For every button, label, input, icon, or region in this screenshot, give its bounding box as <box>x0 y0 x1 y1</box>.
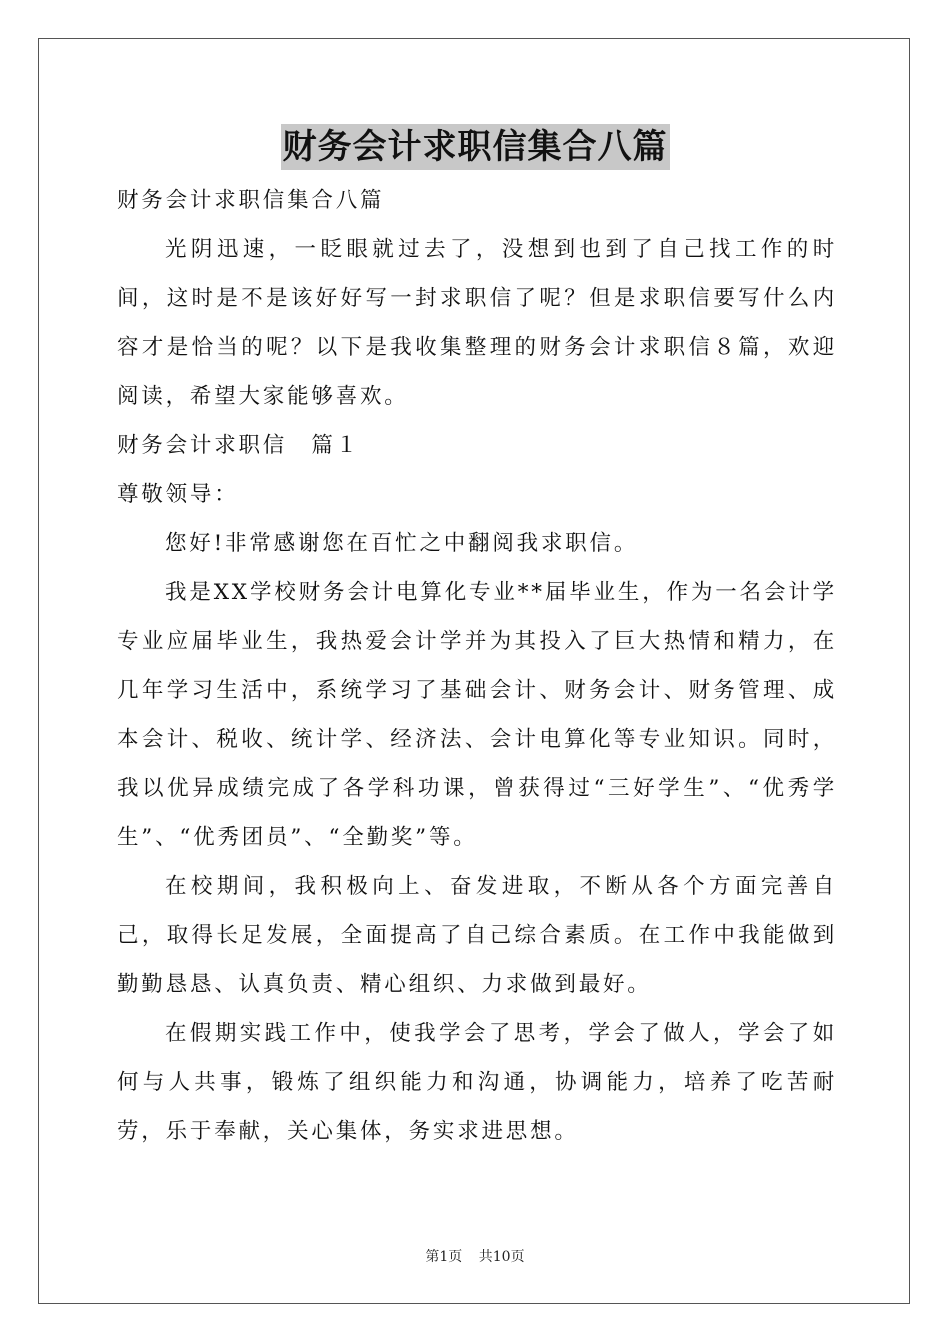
paragraph-2: 财务会计求职信 篇１ <box>117 433 361 458</box>
title-wrap <box>0 124 950 170</box>
paragraph-1: 光阴迅速，一眨眼就过去了，没想到也到了自己找工作的时间，这时是不是该好好写一封求职信了呢？但是求职信要写什么内容才是恰当的呢？以下是我收集整理的财务会计求职信８篇，欢迎阅读，希望大家能够喜欢。 <box>117 237 837 409</box>
paragraph-6: 在校期间，我积极向上、奋发进取，不断从各个方面完善自己，取得长足发展，全面提高了自己综合素质。在工作中我能做到勤勤恳恳、认真负责、精心组织、力求做到最好。 <box>117 874 837 997</box>
document-title: 财务会计求职信集合八篇 <box>281 124 670 170</box>
paragraph-3: 尊敬领导： <box>117 482 239 507</box>
paragraph-5: 我是XX学校财务会计电算化专业**届毕业生，作为一名会计学专业应届毕业生，我热爱会计学并为其投入了巨大热情和精力，在几年学习生活中，系统学习了基础会计、财务会计、财务管理、成本会计、税收、统计学、经济法、会计电算化等专业知识。同时，我以优异成绩完成了各学科功课，曾获得过“三好学生”、“优秀学生”、“优秀团员”、“全勤奖”等。 <box>117 580 837 850</box>
page-total: 共10页 <box>478 1249 525 1265</box>
paragraph-7: 在假期实践工作中，使我学会了思考，学会了做人，学会了如何与人共事，锻炼了组织能力和沟通，协调能力，培养了吃苦耐劳，乐于奉献，关心集体，务实求进思想。 <box>117 1021 837 1144</box>
document-body <box>117 176 837 1156</box>
page-number: 第1页 <box>425 1249 463 1265</box>
paragraph-4: 您好!非常感谢您在百忙之中翻阅我求职信。 <box>165 531 639 556</box>
page-footer <box>0 1246 950 1266</box>
paragraph-0: 财务会计求职信集合八篇 <box>117 188 385 213</box>
